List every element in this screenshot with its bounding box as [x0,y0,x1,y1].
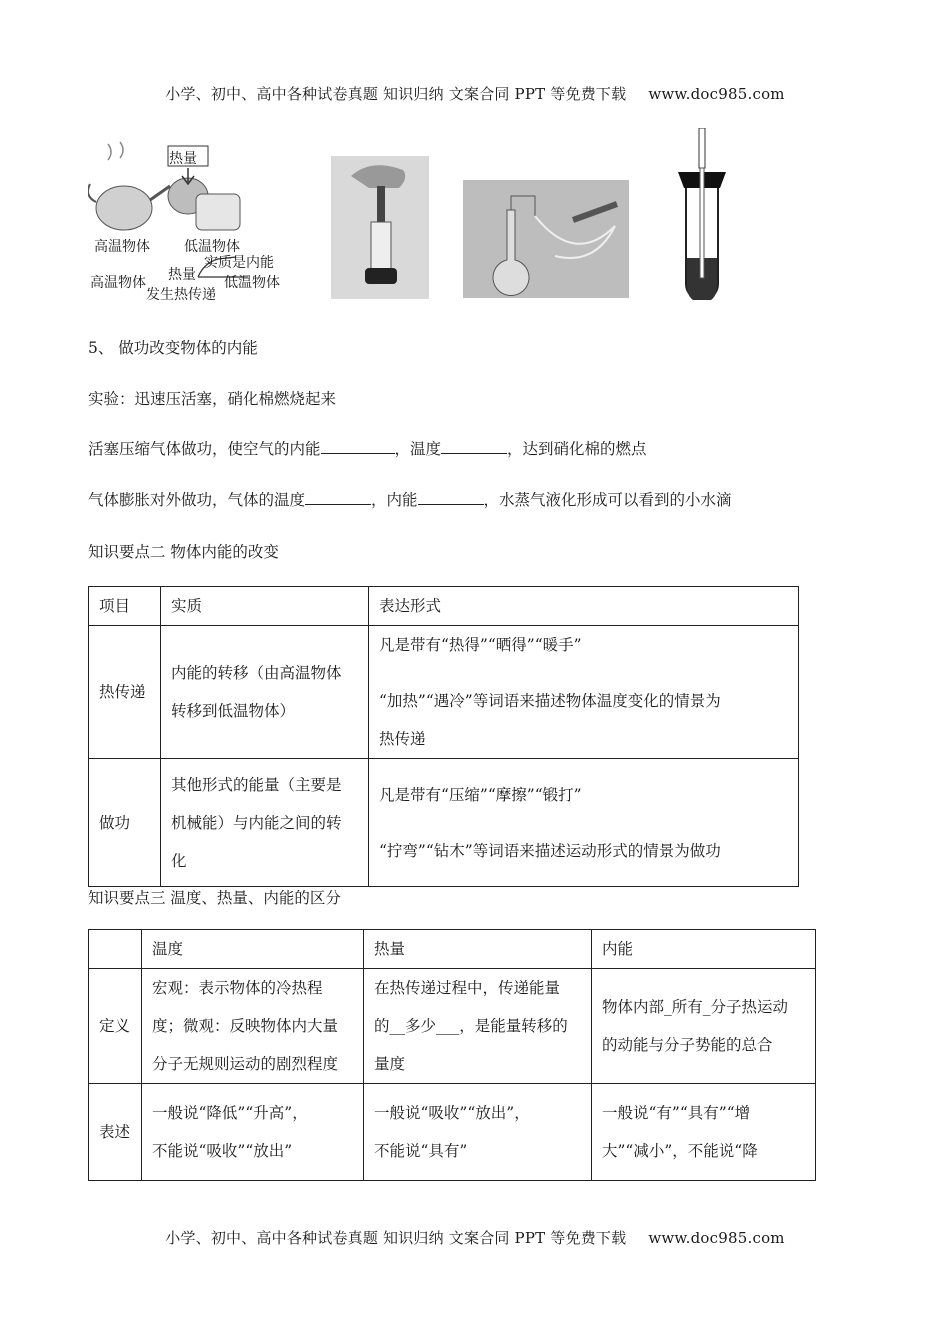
line2-part-a: 气体膨胀对外做功，气体的温度 [88,491,306,509]
point2-title: 知识要点二 物体内能的改变 [88,543,279,561]
line2-part-c: ，水蒸气液化形成可以看到的小水滴 [483,491,732,509]
cell-line: 化 [171,851,187,870]
expression-cell [369,759,799,887]
cell-line: 不能说“具有” [374,1142,468,1160]
header-url[interactable]: www.doc985.com [648,85,785,103]
cell-line: 一般说“降低”“升高”， [152,1104,308,1122]
cell-line: 一般说“有”“具有”“增 [602,1104,751,1122]
fig1-flow-heat: 热量 [168,267,196,283]
internal-energy-cell [592,1084,816,1181]
header-cell [89,930,142,969]
internal-energy-change-table [88,586,799,887]
footer-url[interactable]: www.doc985.com [648,1229,785,1247]
table-row [89,626,799,759]
header-cell: 表达形式 [369,587,799,626]
cell-line: 大”“减小”，不能说“降 [602,1142,758,1160]
heat-transfer-illustration [88,140,288,303]
thermometer-in-tube [678,128,728,300]
table-header-row [89,930,816,969]
cell-line: 一般说“吸收”“放出”， [374,1104,530,1122]
piston-photo [331,156,429,299]
footer-text: 小学、初中、高中各种试卷真题 知识归纳 文案合同 PPT 等免费下载 [165,1229,627,1247]
flask-photo [463,180,629,298]
header-cell: 实质 [161,587,369,626]
item-cell: 做功 [89,759,161,887]
blank-internal-energy-1[interactable] [321,439,395,454]
section5-line1 [88,437,647,459]
cell-line: 凡是带有“压缩”“摩擦”“锻打” [379,785,582,804]
fig1-high-label: 高温物体 [94,239,150,255]
thermometer-icon [678,128,728,300]
essence-cell [161,626,369,759]
cell-line: 分子无规则运动的剧烈程度 [152,1055,339,1073]
cell-line: 度；微观：反映物体内大量 [152,1017,339,1035]
temperature-heat-energy-table [88,929,816,1181]
header-cell: 项目 [89,587,161,626]
cell-line: 机械能）与内能之间的转 [171,813,342,832]
point3-title: 知识要点三 温度、热量、内能的区分 [88,889,341,907]
header-text: 小学、初中、高中各种试卷真题 知识归纳 文案合同 PPT 等免费下载 [165,85,627,103]
cell-line: 内能的转移（由高温物体 [171,664,342,682]
page-footer [0,1227,950,1248]
table-row [89,759,799,887]
fig1-essence-label: 实质是内能 [204,255,274,271]
cell-line: 宏观：表示物体的冷热程 [152,979,323,997]
cell-line: 热传递 [379,730,426,748]
line1-part-b: ，温度 [394,440,442,458]
cell-line: 量度 [374,1055,406,1073]
fig1-flow-right: 低温物体 [224,275,280,291]
fig1-flow-bottom: 发生热传递 [146,287,216,303]
cell-line: 的__多少___，是能量转移的 [374,1017,568,1035]
internal-energy-cell [592,969,816,1084]
label-cell: 表述 [89,1084,142,1181]
flask-apparatus-icon [463,180,629,298]
blank-temperature-2[interactable] [305,490,371,505]
piston-cylinder-icon [331,156,429,299]
cell-line: 其他形式的能量（主要是 [171,775,342,794]
blank-internal-energy-2[interactable] [418,490,484,505]
line1-part-a: 活塞压缩气体做功，使空气的内能 [88,440,321,458]
header-cell: 温度 [142,930,364,969]
cell-line: “拧弯”“钻木”等词语来描述运动形式的情景为做功 [379,841,721,860]
section5-experiment: 实验：迅速压活塞，硝化棉燃烧起来 [88,390,337,408]
cell-line: “加热”“遇冷”等词语来描述物体温度变化的情景为 [379,692,721,710]
temperature-cell [142,969,364,1084]
fig1-low-label: 低温物体 [184,239,240,255]
section5-line2 [88,488,732,510]
header-cell: 内能 [592,930,816,969]
label-cell: 定义 [89,969,142,1084]
temperature-cell [142,1084,364,1181]
expression-cell [369,626,799,759]
table-row [89,969,816,1084]
fig1-flow-left: 高温物体 [90,275,146,291]
table-row [89,1084,816,1181]
table-header-row [89,587,799,626]
cell-line: 在热传递过程中，传递能量 [374,979,561,997]
page-header [0,83,950,104]
line1-part-c: ，达到硝化棉的燃点 [507,440,647,458]
line2-part-b: ，内能 [371,491,418,509]
essence-cell [161,759,369,887]
fig1-heat-box: 热量 [169,151,197,167]
blank-temperature-1[interactable] [441,439,507,454]
section5-title: 5、 做功改变物体的内能 [88,339,258,357]
header-cell: 热量 [364,930,592,969]
heat-cell [364,969,592,1084]
cell-line: 转移到低温物体） [171,702,296,720]
cell-line: 物体内部_所有_分子热运动 [602,998,789,1016]
cell-line: 不能说“吸收”“放出” [152,1142,293,1160]
item-cell: 热传递 [89,626,161,759]
heat-cell [364,1084,592,1181]
cell-line: 的动能与分子势能的总合 [602,1036,773,1054]
cell-line: 凡是带有“热得”“晒得”“暖手” [379,636,582,654]
